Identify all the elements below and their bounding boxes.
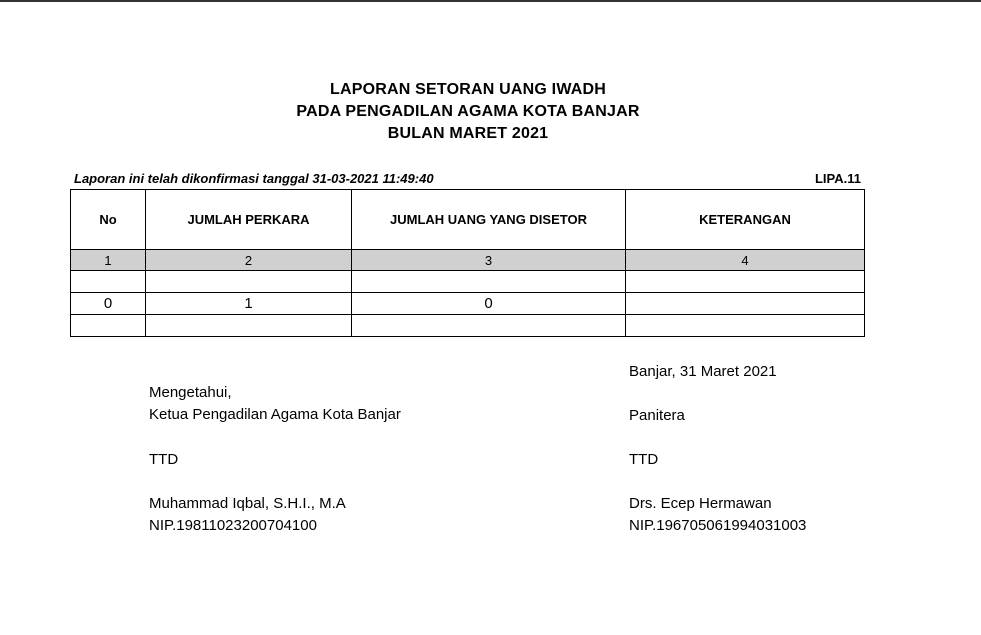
left-signer-position: Ketua Pengadilan Agama Kota Banjar <box>149 406 401 423</box>
column-number-row <box>71 250 865 271</box>
report-title-line-2: PADA PENGADILAN AGAMA KOTA BANJAR <box>296 103 640 120</box>
table-cell: 0 <box>352 293 626 315</box>
table-cell <box>71 315 146 337</box>
table-cell <box>146 271 352 293</box>
right-signer-nip: NIP.196705061994031003 <box>629 517 807 534</box>
top-border-line <box>0 0 981 2</box>
column-number-cell: 3 <box>352 250 626 271</box>
left-signer-nip: NIP.19811023200704100 <box>149 517 317 534</box>
report-code: LIPA.11 <box>814 171 861 186</box>
table-cell <box>146 315 352 337</box>
left-signature-mark: TTD <box>149 451 179 468</box>
right-signer-position: Panitera <box>629 407 685 424</box>
table-cell: 1 <box>146 293 352 315</box>
column-header-jumlah-uang: JUMLAH UANG YANG DISETOR <box>352 190 626 250</box>
table-cell <box>71 271 146 293</box>
column-header-jumlah-perkara: JUMLAH PERKARA <box>146 190 352 250</box>
report-table <box>70 189 865 337</box>
table-cell <box>626 293 865 315</box>
column-header-no: No <box>71 190 146 250</box>
right-signature-mark: TTD <box>629 451 659 468</box>
table-cell: 0 <box>71 293 146 315</box>
right-signer-name: Drs. Ecep Hermawan <box>629 495 772 512</box>
table-cell <box>626 315 865 337</box>
report-title-line-3: BULAN MARET 2021 <box>387 125 549 142</box>
table-cell <box>626 271 865 293</box>
table-header-row <box>71 190 865 250</box>
table-cell <box>352 315 626 337</box>
right-place-date: Banjar, 31 Maret 2021 <box>629 363 777 380</box>
left-signer-name: Muhammad Iqbal, S.H.I., M.A <box>149 495 346 512</box>
column-number-cell: 2 <box>146 250 352 271</box>
table-row <box>71 315 865 337</box>
left-acknowledgement-label: Mengetahui, <box>149 384 232 401</box>
column-number-cell: 4 <box>626 250 865 271</box>
column-header-keterangan: KETERANGAN <box>626 190 865 250</box>
table-cell <box>352 271 626 293</box>
report-title-line-1: LAPORAN SETORAN UANG IWADH <box>329 81 607 98</box>
confirmation-note: Laporan ini telah dikonfirmasi tanggal 31-03-2021 11:49:40 <box>74 171 434 186</box>
table-row <box>71 293 865 315</box>
column-number-cell: 1 <box>71 250 146 271</box>
table-row <box>71 271 865 293</box>
